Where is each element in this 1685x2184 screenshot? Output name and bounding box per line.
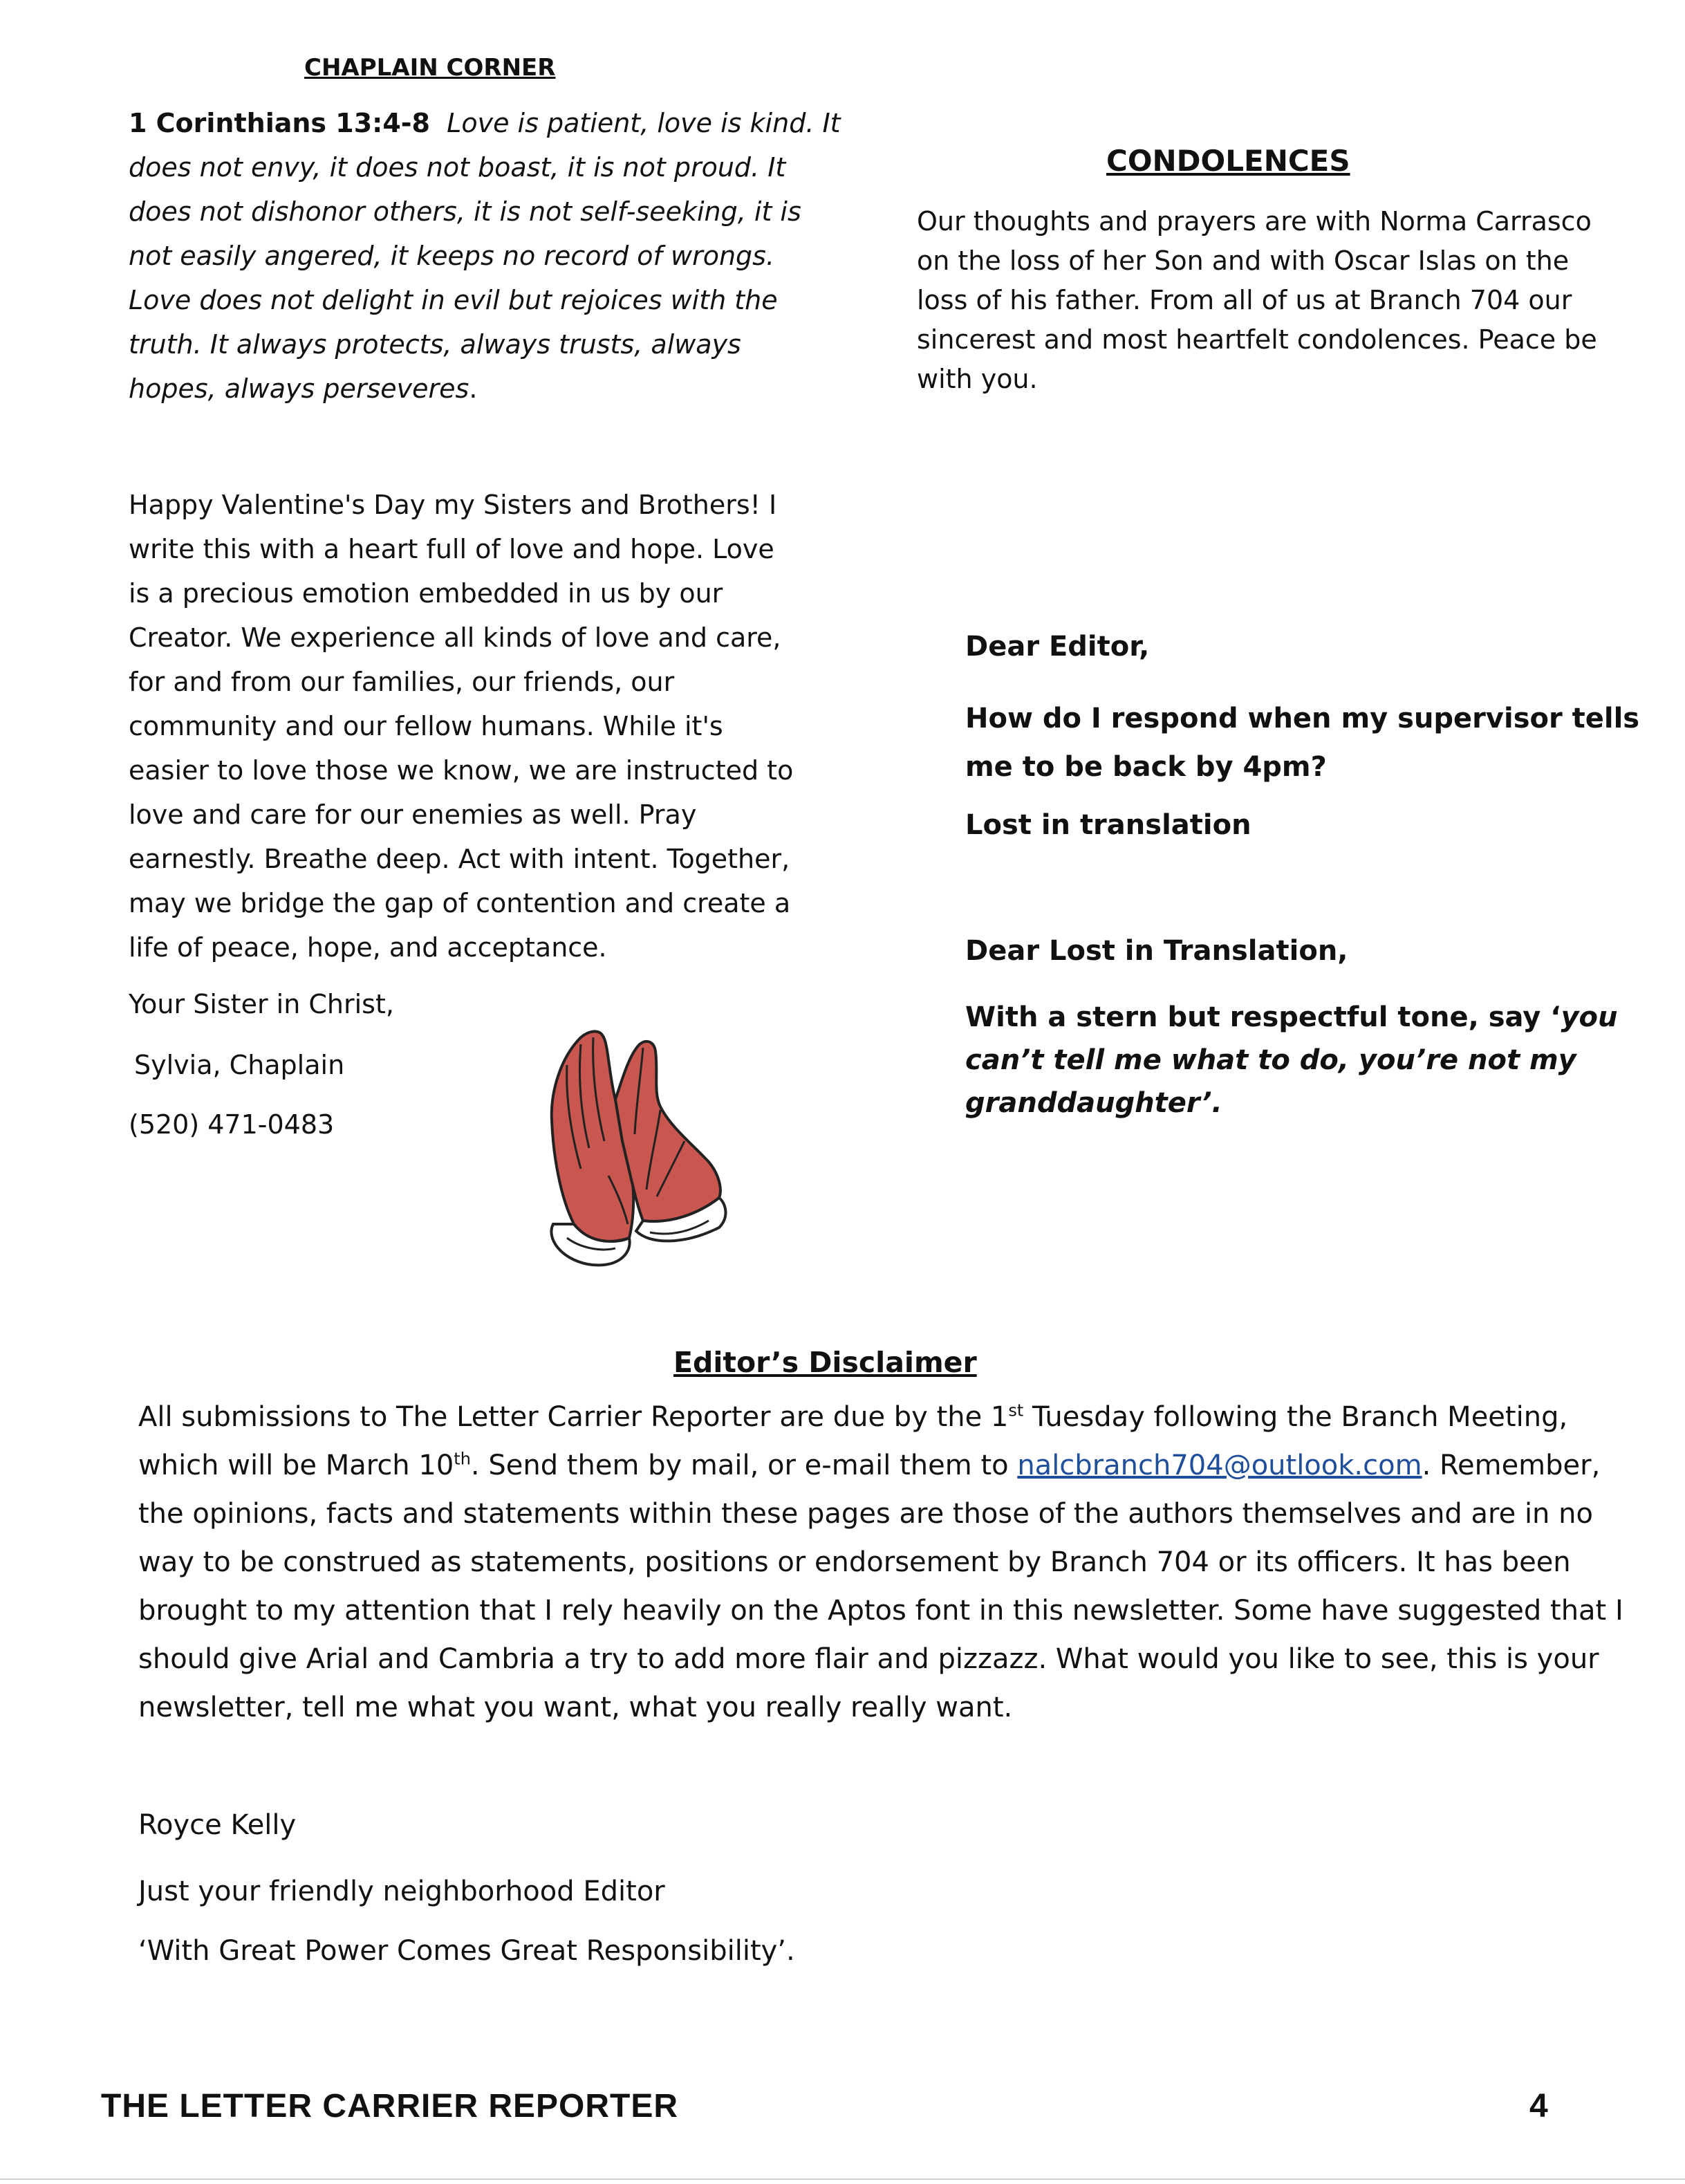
condolences-heading: CONDOLENCES [1106, 144, 1350, 178]
message-line: Happy Valentine's Day my Sisters and Brothers! I [129, 490, 777, 520]
disclaimer-line: . Remember, [1422, 1450, 1601, 1481]
message-line: easier to love those we know, we are instructed to [129, 755, 794, 786]
verse-line: Love does not delight in evil but rejoices with the [129, 285, 778, 315]
chaplain-message [129, 483, 794, 970]
condolences-line: with you. [917, 364, 1038, 394]
chaplain-phone: (520) 471-0483 [129, 1109, 335, 1140]
verse-end: . [469, 373, 478, 404]
editor-title: Just your friendly neighborhood Editor [138, 1876, 665, 1907]
disclaimer-line: way to be construed as statements, positions or endorsement by Branch 704 or its officers. It has been [138, 1546, 1571, 1578]
disclaimer-text [138, 1393, 1623, 1732]
chaplain-verse [129, 101, 841, 411]
verse-line: hopes, always perseveres [129, 373, 469, 404]
reply-salutation: Dear Lost in Translation, [965, 935, 1348, 967]
reply-italic: you [1561, 1001, 1618, 1033]
verse-reference: 1 Corinthians 13:4-8 [129, 108, 430, 138]
disclaimer-heading: Editor’s Disclaimer [673, 1346, 977, 1379]
message-line: Creator. We experience all kinds of love and care, [129, 622, 781, 653]
condolences-line: loss of his father. From all of us at Branch 704 our [917, 285, 1572, 315]
editor-name: Royce Kelly [138, 1809, 297, 1841]
question-line: me to be back by 4pm? [965, 751, 1327, 783]
disclaimer-line: which will be March 10 [138, 1450, 454, 1481]
reply-prefix: With a stern but respectful tone, say ‘ [965, 1001, 1561, 1033]
disclaimer-line: All submissions to The Letter Carrier Reporter are due by the 1 [138, 1401, 1009, 1433]
disclaimer-line: newsletter, tell me what you want, what you really really want. [138, 1692, 1013, 1723]
message-line: earnestly. Breathe deep. Act with intent. Together, [129, 844, 790, 874]
condolences-line: on the loss of her Son and with Oscar Islas on the [917, 246, 1570, 276]
verse-line: Love is patient, love is kind. It [447, 108, 841, 138]
disclaimer-line: the opinions, facts and statements within these pages are those of the authors themselves and are in no [138, 1498, 1593, 1530]
page-number: 4 [1529, 2088, 1549, 2125]
page-bottom-border [0, 2178, 1685, 2180]
email-link[interactable]: nalcbranch704@outlook.com [1017, 1450, 1422, 1481]
disclaimer-line: brought to my attention that I rely heavily on the Aptos font in this newsletter. Some have suggested that I [138, 1595, 1623, 1627]
ordinal-suffix: th [454, 1449, 471, 1469]
disclaimer-line: Tuesday following the Branch Meeting, [1023, 1401, 1568, 1433]
dear-editor-signoff: Lost in translation [965, 809, 1251, 841]
disclaimer-line: should give Arial and Cambria a try to add more flair and pizzazz. What would you like to see, this is your [138, 1643, 1599, 1675]
message-line: love and care for our enemies as well. Pray [129, 799, 697, 830]
editor-motto: ‘With Great Power Comes Great Responsibility’. [138, 1935, 795, 1967]
question-line: How do I respond when my supervisor tells [965, 703, 1640, 734]
verse-line: truth. It always protects, always trusts, always [129, 329, 741, 360]
verse-line: not easily angered, it keeps no record of wrongs. [129, 241, 775, 271]
publication-title: THE LETTER CARRIER REPORTER [101, 2088, 679, 2125]
dear-editor-question [965, 694, 1639, 791]
reply-text [965, 996, 1618, 1125]
chaplain-signature: Sylvia, Chaplain [134, 1050, 345, 1080]
verse-line: does not dishonor others, it is not self-seeking, it is [129, 196, 801, 227]
message-line: is a precious emotion embedded in us by our [129, 578, 723, 609]
condolences-line: sincerest and most heartfelt condolences. Peace be [917, 324, 1597, 355]
disclaimer-line: . Send them by mail, or e-mail them to [470, 1450, 1018, 1481]
condolences-text [917, 202, 1597, 399]
ordinal-suffix: st [1008, 1400, 1024, 1420]
reply-italic: can’t tell me what to do, you’re not my [965, 1044, 1576, 1076]
message-line: for and from our families, our friends, our [129, 667, 675, 697]
verse-line: does not envy, it does not boast, it is not proud. It [129, 152, 786, 183]
praying-hands-icon [512, 1017, 747, 1273]
message-line: may we bridge the gap of contention and create a [129, 888, 791, 918]
message-line: life of peace, hope, and acceptance. [129, 932, 607, 963]
message-line: write this with a heart full of love and hope. Love [129, 534, 774, 564]
dear-editor-salutation: Dear Editor, [965, 631, 1150, 663]
reply-italic: granddaughter’. [965, 1087, 1222, 1119]
chaplain-heading: CHAPLAIN CORNER [304, 54, 556, 82]
chaplain-closing: Your Sister in Christ, [129, 989, 394, 1019]
condolences-line: Our thoughts and prayers are with Norma Carrasco [917, 206, 1592, 237]
message-line: community and our fellow humans. While it's [129, 711, 723, 741]
